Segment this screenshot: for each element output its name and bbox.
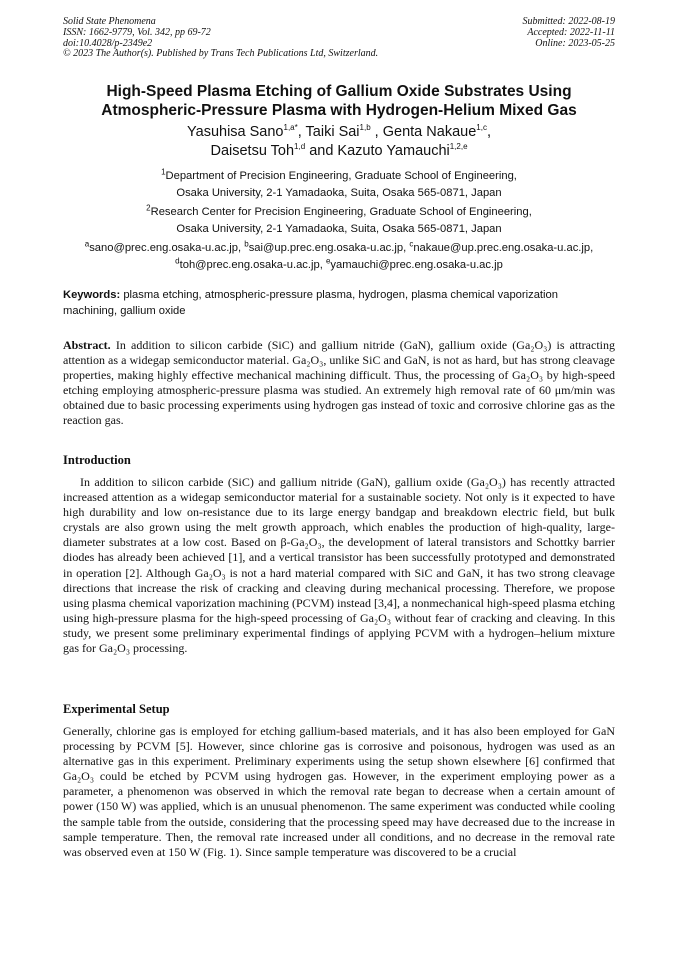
doi-line[interactable]: doi:10.4028/p-2349e2 — [63, 37, 153, 49]
affiliation-sup: 1 — [161, 167, 166, 177]
email-link[interactable]: toh@prec.eng.osaka-u.ac.jp, — [179, 258, 323, 271]
affiliation-line: Osaka University, 2-1 Yamadaoka, Suita, Osaka 565-0871, Japan — [176, 222, 502, 235]
author-list — [40, 123, 638, 161]
online-date: Online: 2023-05-25 — [535, 37, 615, 49]
section-heading-introduction: Introduction — [63, 453, 131, 467]
email-link[interactable]: yamauchi@prec.eng.osaka-u.ac.jp — [330, 258, 503, 271]
title-line-1: High-Speed Plasma Etching of Gallium Oxide Substrates Using — [106, 83, 572, 100]
keywords — [63, 288, 615, 319]
emails-line-1 — [40, 240, 638, 257]
title-line-2: Atmospheric-Pressure Plasma with Hydrogen-Helium Mixed Gas — [101, 102, 577, 119]
affiliation-2 — [40, 204, 638, 237]
authors-line-2 — [40, 142, 638, 161]
introduction-paragraph: In addition to silicon carbide (SiC) and gallium nitride (GaN), gallium oxide (Ga₂O₃) has recently attracted increased attention as a widegap semiconductor material for a sustainable society. Not only is it expected to have high durability and low on-resistance due to its large energy bandgap and breakdown electric field, but bulk crystals are also grown using the melt growth approach, which enables the production of high-quality, large-diameter substrates at a low cost. Based on β-Ga₂O₃, the development of lateral transistors and Schottky barrier diodes has already been achieved [1], and a vertical transistor has been successfully prototyped and demonstrated in operation [2]. Although Ga₂O₃ is not a hard material compared with SiC and GaN, it has two strong cleavage directions that increase the risk of cracking and cleaving during mechanical processing. Therefore, we propose using plasma chemical vaporization machining (PCVM) instead [3,4], a nonmechanical high-speed plasma etching using high-pressure plasma for the high-speed processing of Ga₂O₃ without fear of cracking and cleaving. In this study, we present some preliminary experimental findings of applying PCVM with a hydrogen–helium mixture gas for Ga₂O₃ processing. — [63, 475, 615, 656]
author-conjunction: and — [309, 143, 334, 159]
keywords-label: Keywords: — [63, 289, 121, 301]
affiliation-text: Department of Precision Engineering, Graduate School of Engineering, — [165, 170, 517, 182]
abstract-text: In addition to silicon carbide (SiC) and gallium nitride (GaN), gallium oxide (Ga₂O₃) is attracting attention as a widegap semiconductor material. Ga₂O₃, unlike SiC and GaN, is not as hard, but has strong cleavage properties, making highly effective mechanical machining difficult. Thus, the processing of Ga₂O₃ by high-speed etching employing atmospheric-pressure plasma was studied. An extremely high removal rate of 60 μm/min was obtained due to basic processing experiments using hydrogen gas instead of toxic and corrosive chlorine gas as the reaction gas. — [63, 338, 615, 428]
journal-info — [63, 17, 378, 60]
author-affil-sup: 1,a* — [283, 123, 298, 133]
submitted-date: Submitted: 2022-08-19 — [522, 16, 615, 27]
author-name: Genta Nakaue — [382, 124, 477, 140]
email-sup: b — [244, 239, 249, 249]
email-link[interactable]: sano@prec.eng.osaka-u.ac.jp, — [89, 242, 242, 254]
author-name: Kazuto Yamauchi — [337, 143, 450, 159]
abstract-label: Abstract. — [63, 338, 111, 352]
accepted-date: Accepted: 2022-11-11 — [527, 26, 615, 38]
abstract — [63, 338, 615, 429]
keywords-text: plasma etching, atmospheric-pressure plasma, hydrogen, plasma chemical vaporization machining, gallium oxide — [63, 289, 558, 317]
emails-line-2 — [40, 257, 638, 274]
author-name: Yasuhisa Sano — [187, 124, 284, 140]
author-name: Daisetsu Toh — [210, 143, 295, 159]
email-link[interactable]: nakaue@up.prec.eng.osaka-u.ac.jp, — [413, 242, 594, 254]
email-sup: d — [175, 255, 180, 265]
journal-name: Solid State Phenomena — [63, 16, 156, 27]
author-name: Taiki Sai — [305, 124, 360, 140]
affiliation-1 — [40, 168, 638, 201]
section-heading-experimental-setup: Experimental Setup — [63, 702, 170, 716]
paper-title — [40, 82, 638, 120]
affiliation-line — [40, 168, 638, 185]
author-emails — [40, 240, 638, 273]
affiliation-line: Osaka University, 2-1 Yamadaoka, Suita, Osaka 565-0871, Japan — [176, 186, 502, 199]
email-sup: a — [84, 239, 90, 249]
email-sup: c — [409, 239, 414, 249]
affiliation-text: Research Center for Precision Engineering, Graduate School of Engineering, — [150, 206, 532, 218]
author-affil-sup: 1,b — [359, 123, 371, 133]
affiliation-line — [40, 204, 638, 221]
experimental-setup-paragraph: Generally, chlorine gas is employed for etching gallium-based materials, and it has also been employed for GaN processing by PCVM [5]. However, since chlorine gas is corrosive and poisonous, hydrogen was used as an alternative gas in this experiment. Preliminary experiments using the setup shown elsewhere [6] confirmed that Ga₂O₃ could be etched by PCVM using hydrogen gas. However, in the experiment employing power as a parameter, a phenomenon was observed in which the removal rate began to decrease when a certain amount of power (150 W) was applied, which is an unusual phenomenon. The same experiment was conducted while cooling the sample table from the outside, considering that the processing speed may have decreased due to the increase in sample temperature. Then, the removal rate increased under all conditions, and no decrease in the removal rate was observed even at 150 W (Fig. 1). Since sample temperature was discovered to be a crucial — [63, 724, 615, 859]
email-link[interactable]: sai@up.prec.eng.osaka-u.ac.jp, — [248, 242, 407, 254]
issn-line: ISSN: 1662-9779, Vol. 342, pp 69-72 — [63, 26, 211, 38]
author-affil-sup: 1,2,e — [449, 142, 468, 152]
authors-line-1: Yasuhisa Sano$^{1,a*}$, Taiki Sai$^{1,b}$ , Genta Nakaue$^{1,c}$, — [187, 123, 491, 140]
author-affil-sup: 1,c — [476, 123, 487, 133]
author-affil-sup: 1,d — [294, 142, 306, 152]
email-sup: e — [325, 255, 331, 265]
copyright-line: © 2023 The Author(s). Published by Trans Tech Publications Ltd, Switzerland. — [63, 48, 379, 60]
publication-dates — [523, 17, 616, 49]
affiliation-sup: 2 — [146, 203, 151, 213]
